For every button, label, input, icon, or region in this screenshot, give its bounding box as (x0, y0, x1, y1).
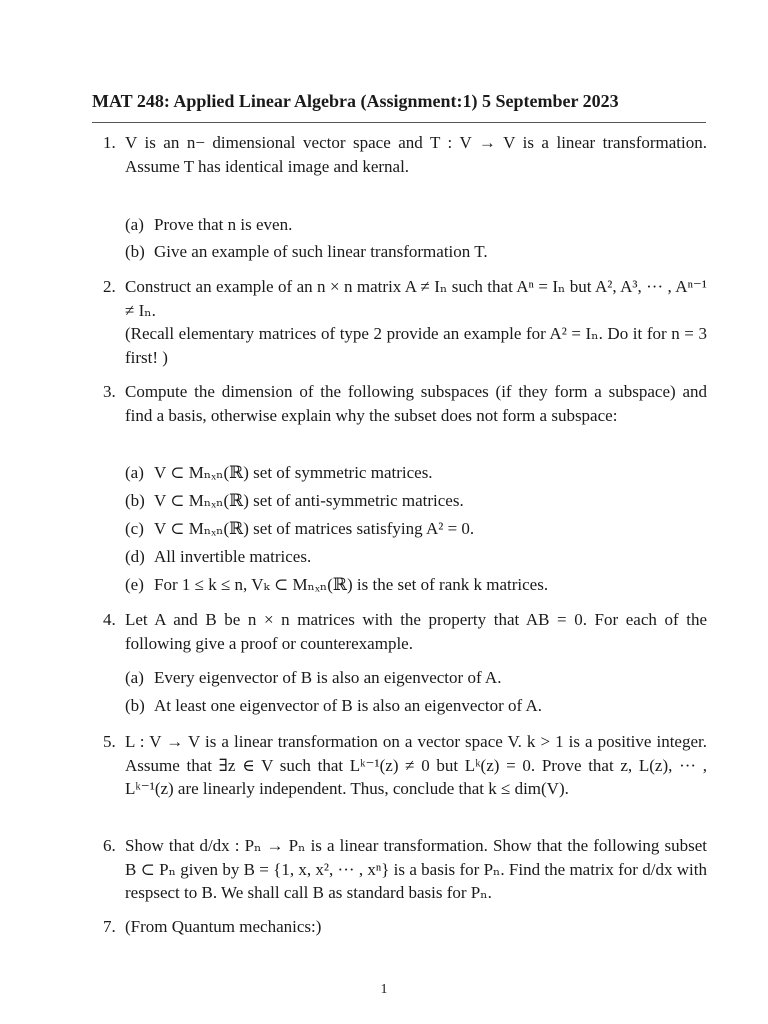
question-1-part-a (125, 213, 705, 237)
part-text: For 1 ≤ k ≤ n, Vₖ ⊂ Mₙₓₙ(ℝ) is the set of rank k matrices. (154, 575, 549, 594)
part-label: (d) (125, 547, 145, 566)
question-3-part-c (125, 517, 705, 541)
part-text: Give an example of such linear transformation T. (154, 242, 488, 261)
part-text: V ⊂ Mₙₓₙ(ℝ) set of anti-symmetric matrices. (154, 491, 464, 510)
question-3-part-b (125, 489, 705, 513)
part-label: (c) (125, 519, 144, 538)
question-3 (103, 380, 707, 427)
question-3-part-d (125, 545, 705, 569)
question-1-part-b (125, 240, 705, 264)
question-text: L : V → V is a linear transformation on a vector space V. k > 1 is a positive integer. Assume that ∃z ∈ V such that Lᵏ⁻¹(z) ≠ 0 but Lᵏ(z) = 0. Prove that z, L(z), ··· , Lᵏ⁻¹(z) are linearly independent. Thus, conclude that k ≤ dim(V). (125, 732, 707, 798)
part-text: Every eigenvector of B is also an eigenvector of A. (154, 668, 502, 687)
question-text: Compute the dimension of the following subspaces (if they form a subspace) and find a basis, otherwise explain why the subset does not form a subspace: (125, 382, 707, 425)
question-4-part-b (125, 694, 705, 718)
question-text: Let A and B be n × n matrices with the property that AB = 0. For each of the following give a proof or counterexample. (125, 610, 707, 653)
question-3-part-e (125, 573, 705, 597)
question-3-part-a (125, 461, 705, 485)
part-text: At least one eigenvector of B is also an eigenvector of A. (154, 696, 543, 715)
part-label: (a) (125, 668, 144, 687)
part-text: Prove that n is even. (154, 215, 293, 234)
part-label: (b) (125, 696, 145, 715)
part-label: (a) (125, 215, 144, 234)
question-4 (103, 608, 707, 655)
page-title: MAT 248: Applied Linear Algebra (Assignment:1) 5 September 2023 (92, 91, 619, 111)
question-note: (Recall elementary matrices of type 2 provide an example for A² = Iₙ. Do it for n = 3 first! ) (125, 324, 707, 367)
part-label: (e) (125, 575, 144, 594)
part-text: V ⊂ Mₙₓₙ(ℝ) set of matrices satisfying A² = 0. (154, 519, 475, 538)
question-2 (103, 275, 707, 369)
question-number: 2. (103, 277, 116, 296)
page-number: 1 (380, 982, 388, 997)
question-number: 6. (103, 836, 116, 855)
question-7 (103, 915, 707, 939)
part-label: (a) (125, 463, 144, 482)
question-number: 5. (103, 732, 116, 751)
question-number: 4. (103, 610, 116, 629)
question-number: 3. (103, 382, 116, 401)
question-number: 1. (103, 133, 116, 152)
question-1 (103, 131, 707, 178)
question-text: Show that d/dx : Pₙ → Pₙ is a linear transformation. Show that the following subset B ⊂ Pₙ given by B = {1, x, x², ··· , xⁿ} is a basis for Pₙ. Find the matrix for d/dx with respsect to B. We shall call B as standard basis for Pₙ. (125, 836, 707, 902)
question-6 (103, 834, 707, 905)
part-text: All invertible matrices. (154, 547, 312, 566)
part-label: (b) (125, 242, 145, 261)
part-label: (b) (125, 491, 145, 510)
header-rule (92, 122, 706, 123)
question-4-part-a (125, 666, 705, 690)
question-text: (From Quantum mechanics:) (125, 917, 322, 936)
question-text: Construct an example of an n × n matrix A ≠ Iₙ such that Aⁿ = Iₙ but A², A³, ··· , Aⁿ⁻¹ ≠ Iₙ. (125, 277, 707, 320)
question-5 (103, 730, 707, 801)
question-number: 7. (103, 917, 116, 936)
part-text: V ⊂ Mₙₓₙ(ℝ) set of symmetric matrices. (154, 463, 433, 482)
question-text: V is an n− dimensional vector space and T : V → V is a linear transformation. Assume T has identical image and kernal. (125, 133, 707, 176)
